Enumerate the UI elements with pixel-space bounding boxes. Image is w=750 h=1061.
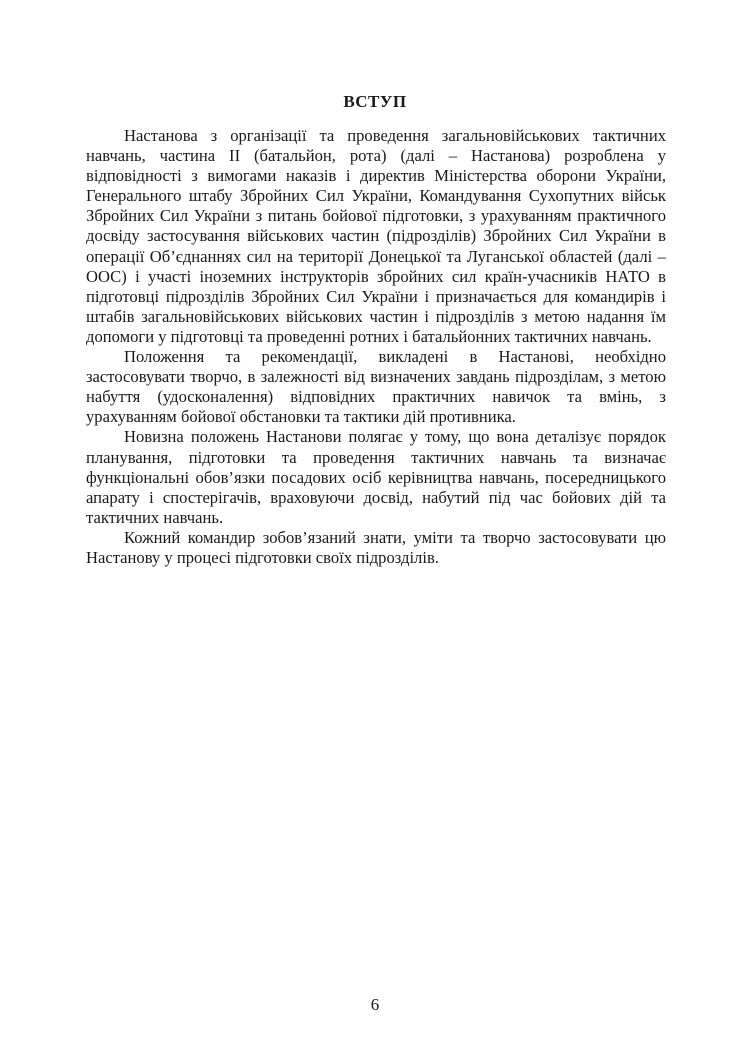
paragraph: Настанова з організації та проведення загальновійськових тактичних навчань, частина II (батальйон, рота) (далі – Настанова) розроблена у відповідності з вимогами наказів і директив Міністерства оборони України, Генерального штабу Збройних Сил України, Командування Сухопутних військ Збройних Сил України з питань бойової підготовки, з урахуванням практичного досвіду застосування військових частин (підрозділів) Збройних Сил України в операції Об’єднаннях сил на території Донецької та Луганської областей (далі – ООС) і участі іноземних інструкторів збройних сил країн-учасників НАТО в підготовці підрозділів Збройних Сил України і призначається для командирів і штабів загальновійськових військових частин і підрозділів з метою надання їм допомоги у підготовці та проведенні ротних і батальйонних тактичних навчань. xyxy=(86,126,666,346)
paragraph: Кожний командир зобов’язаний знати, уміти та творчо застосовувати цю Настанову у процесі підготовки своїх підрозділів. xyxy=(86,527,666,567)
body-text xyxy=(86,126,666,568)
page-number: 6 xyxy=(370,995,380,1014)
paragraph: Новизна положень Настанови полягає у тому, що вона деталізує порядок планування, підготовки та проведення тактичних навчань та визначає функціональні обов’язки посадових осіб керівництва навчань, посередницького апарату і спостерігачів, враховуючи досвід, набутий під час бойових дій та тактичних навчань. xyxy=(86,427,666,527)
paragraph: Положення та рекомендації, викладені в Настанові, необхідно застосовувати творчо, в залежності від визначених завдань підрозділам, з метою набуття (удосконалення) відповідних практичних навичок та вмінь, з урахуванням бойової обстановки та тактики дій противника. xyxy=(86,347,666,427)
page-title: ВСТУП xyxy=(343,92,407,111)
